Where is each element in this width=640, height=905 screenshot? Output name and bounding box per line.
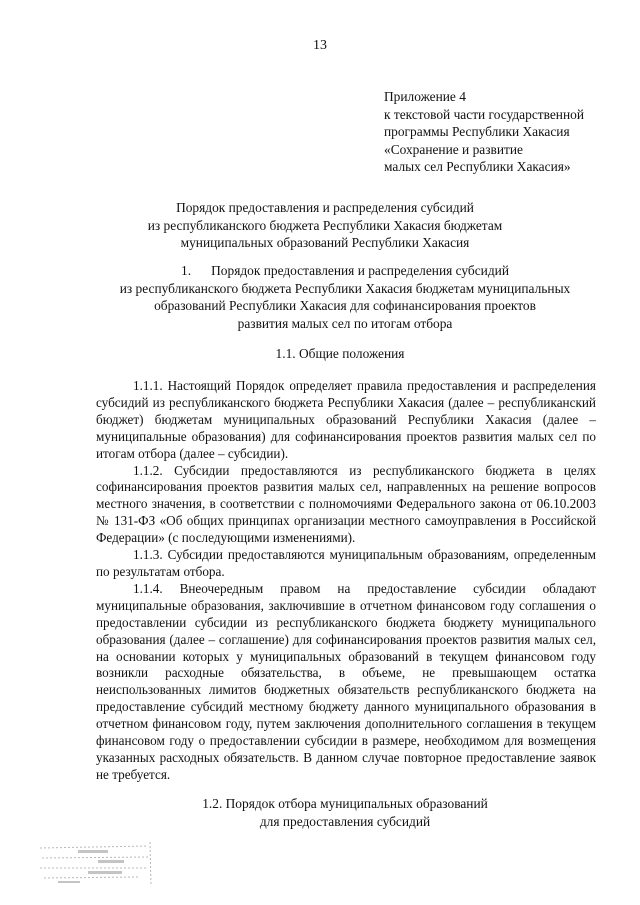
section-title-line: 1. Порядок предоставления и распределения субсидий <box>181 263 509 278</box>
appendix-line: к текстовой части государственной <box>384 106 584 122</box>
section-title-line: развития малых сел по итогам отбора <box>237 315 453 331</box>
appendix-note <box>384 88 624 176</box>
section-title-line: из республиканского бюджета Республики Хакасия бюджетам муниципальных <box>119 280 571 296</box>
paragraph-1-1-2: 1.1.2. Субсидии предоставляются из республиканского бюджета в целях софинансирования проектов развития малых сел, направленных на решение вопросов местного значения, в соответствии с полномочиями Федерального закона от 06.10.2003 № 131-ФЗ «Об общих принципах организации местного самоуправления в Российской Федерации» (с последующими изменениями). <box>96 462 596 546</box>
paragraph-1-1-4: 1.1.4. Внеочередным правом на предоставление субсидии обладают муниципальные образования, заключившие в отчетном финансовом году соглашения о предоставлении субсидии из республиканского бюджета бюджету муниципального образования (далее – соглашение) для софинансирования проектов развития малых сел, на основании которых у муниципальных образований в текущем финансовом году возникли расходные обязательства, в объеме, не превышающем остатка неиспользованных лимитов бюджетных обязательств республиканского бюджета на предоставление субсидий местному бюджету данного муниципального образования в отчетном финансовом году, путем заключения дополнительного соглашения в текущем финансовом году о предоставлении субсидии в размере, необходимом для возмещения указанных расходных обязательств. В данном случае повторное предоставление заявок не требуется. <box>96 580 596 782</box>
title-line: Порядок предоставления и распределения субсидий <box>176 200 474 215</box>
document-title <box>100 199 550 252</box>
title-line: из республиканского бюджета Республики Хакасия бюджетам <box>147 217 503 233</box>
subsection-title-line: для предоставления субсидий <box>259 813 431 829</box>
section-title-line: образований Республики Хакасия для софинансирования проектов <box>154 298 536 314</box>
appendix-line: Приложение 4 <box>384 89 466 104</box>
faint-stamp-icon <box>38 840 156 890</box>
title-line: муниципальных образований Республики Хакасия <box>180 235 470 251</box>
paragraph-1-1-1: 1.1.1. Настоящий Порядок определяет правила предоставления и распределения субсидий из республиканского бюджета Республики Хакасия (далее – республиканский бюджет) бюджетам муниципальных образований Республики Хакасия (далее – муниципальные образования) для софинансирования проектов развития малых сел по итогам отбора (далее – субсидии). <box>96 378 596 461</box>
appendix-line: программы Республики Хакасия <box>384 124 570 140</box>
subsection-title-line: 1.2. Порядок отбора муниципальных образований <box>202 796 488 811</box>
paragraph-1-1-3: 1.1.3. Субсидии предоставляются муниципальным образованиям, определенным по результатам отбора. <box>96 547 596 579</box>
body-text <box>96 378 596 784</box>
appendix-line: малых сел Республики Хакасия» <box>384 159 571 175</box>
page-number: 13 <box>313 38 327 53</box>
subsection-1-1-title: 1.1. Общие положения <box>275 346 405 361</box>
appendix-line: «Сохранение и развитие <box>384 141 523 157</box>
subsection-1-2-title <box>150 795 540 830</box>
section-1-title <box>80 262 610 332</box>
